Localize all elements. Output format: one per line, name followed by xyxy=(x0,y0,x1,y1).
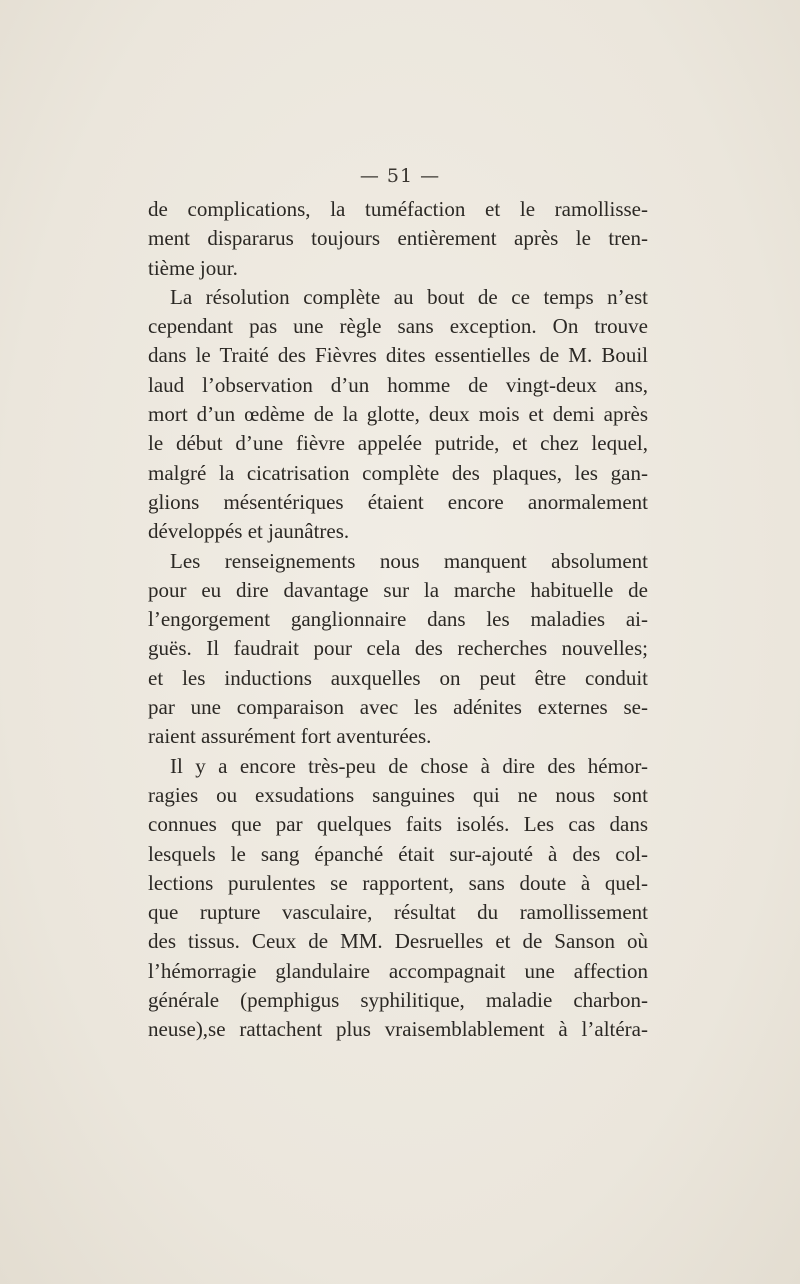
text-line: pour eu dire davantage sur la marche habituelle de xyxy=(148,577,648,602)
text-line: lections purulentes se rapportent, sans doute à quel- xyxy=(148,870,648,895)
body-text xyxy=(148,195,648,1045)
text-line: connues que par quelques faits isolés. Les cas dans xyxy=(148,812,648,837)
text-line: dans le Traité des Fièvres dites essentielles de M. Bouil xyxy=(148,343,648,368)
text-line: guës. Il faudrait pour cela des recherches nouvelles; xyxy=(148,636,648,661)
text-line: mort d’un œdème de la glotte, deux mois et demi après xyxy=(148,402,648,427)
text-line: neuse),se rattachent plus vraisemblablement à l’altéra- xyxy=(148,1017,648,1042)
text-line: raient assurément fort aventurées. xyxy=(148,724,432,749)
text-line: ragies ou exsudations sanguines qui ne nous sont xyxy=(148,782,648,807)
text-line: cependant pas une règle sans exception. On trouve xyxy=(148,314,648,339)
text-line: laud l’observation d’un homme de vingt-deux ans, xyxy=(148,372,648,397)
text-line: tième jour. xyxy=(148,255,238,280)
text-line: l’engorgement ganglionnaire dans les maladies ai- xyxy=(148,607,648,632)
text-line: lesquels le sang épanché était sur-ajouté à des col- xyxy=(148,841,648,866)
text-line: des tissus. Ceux de MM. Desruelles et de Sanson où xyxy=(148,929,648,954)
text-line: et les inductions auxquelles on peut être conduit xyxy=(148,665,648,690)
text-line: glions mésentériques étaient encore anormalement xyxy=(148,489,648,514)
page-number: — 51 — xyxy=(359,165,441,187)
text-line: générale (pemphigus syphilitique, maladie charbon- xyxy=(148,988,648,1013)
text-line: que rupture vasculaire, résultat du ramollissement xyxy=(148,900,648,925)
text-line: Il y a encore très-peu de chose à dire des hémor- xyxy=(170,753,648,778)
text-line: développés et jaunâtres. xyxy=(148,519,350,544)
text-line: malgré la cicatrisation complète des plaques, les gan- xyxy=(148,460,648,485)
text-line: de complications, la tuméfaction et le ramollisse- xyxy=(148,197,648,221)
text-line: l’hémorragie glandulaire accompagnait une affection xyxy=(148,958,648,983)
text-line: ment dispararus toujours entièrement après le tren- xyxy=(148,226,648,251)
text-line: La résolution complète au bout de ce temps n’est xyxy=(170,284,648,309)
text-line: le début d’une fièvre appelée putride, et chez lequel, xyxy=(148,431,648,456)
text-line: par une comparaison avec les adénites externes se- xyxy=(148,695,648,720)
text-line: Les renseignements nous manquent absolument xyxy=(170,548,648,573)
